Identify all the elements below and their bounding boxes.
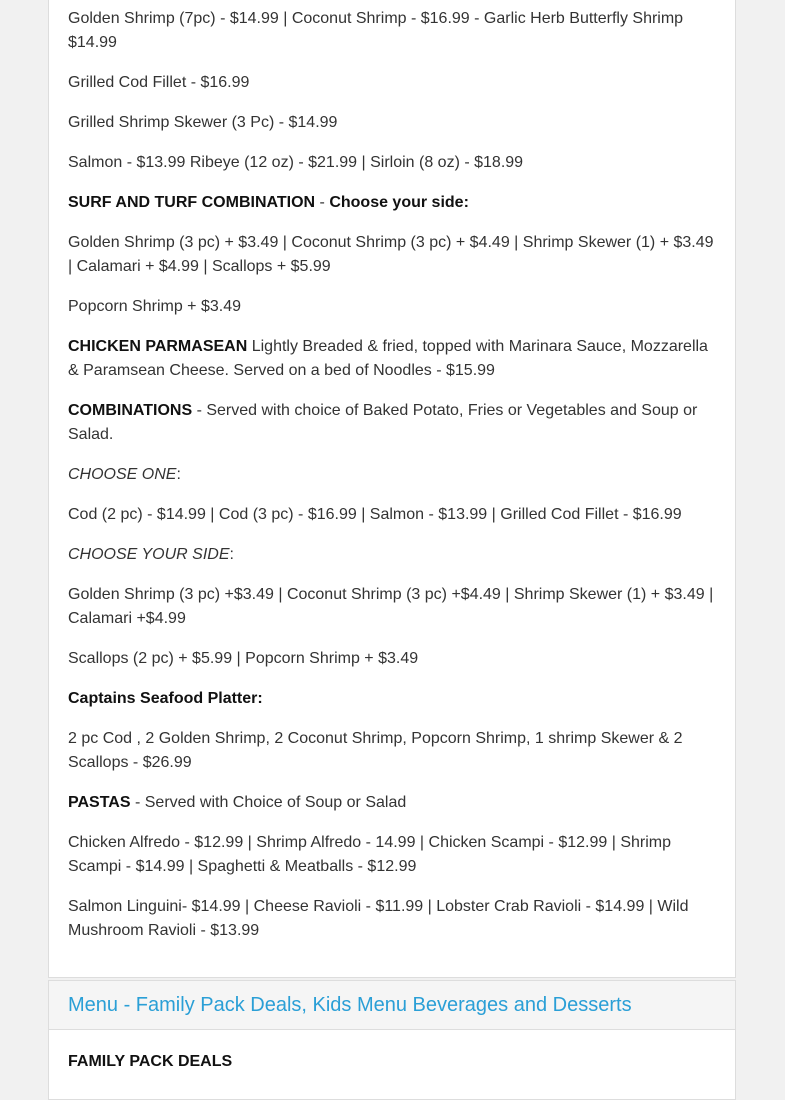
combination-sides-list: Golden Shrimp (3 pc) +$3.49 | Coconut Shrimp (3 pc) +$4.49 | Shrimp Skewer (1) + $3.49 | Calamari +$4.99 xyxy=(68,586,714,627)
seafood-platter-title xyxy=(68,687,718,711)
pasta-list-1: Chicken Alfredo - $12.99 | Shrimp Alfredo - 14.99 | Chicken Scampi - $12.99 | Shrimp Scampi - $14.99 | Spaghetti & Meatballs - $12.99 xyxy=(68,834,671,875)
choose-one-label xyxy=(68,463,718,487)
chicken-parmesan-title: CHICKEN PARMASEAN xyxy=(68,338,248,355)
pastas-item xyxy=(68,791,718,815)
choose-one-text: CHOOSE ONE xyxy=(68,466,177,483)
pastas-desc: - Served with Choice of Soup or Salad xyxy=(130,794,407,811)
surf-side-popcorn: Popcorn Shrimp + $3.49 xyxy=(68,298,241,315)
choose-side-text: CHOOSE YOUR SIDE xyxy=(68,546,230,563)
seafood-platter-title-text: Captains Seafood Platter: xyxy=(68,690,263,707)
combinations-item xyxy=(68,399,718,447)
choose-side-label xyxy=(68,543,718,567)
chicken-parmesan-desc: Lightly Breaded & fried, topped with Marinara Sauce, Mozzarella & Paramsean Cheese. Served on a bed of Noodles - $15.99 xyxy=(68,338,708,379)
family-pack-deals-title xyxy=(68,1050,718,1074)
combinations-title: COMBINATIONS xyxy=(68,402,193,419)
menu-item-shrimp-skewer: Grilled Shrimp Skewer (3 Pc) - $14.99 xyxy=(68,114,338,131)
surf-sides-list: Golden Shrimp (3 pc) + $3.49 | Coconut Shrimp (3 pc) + $4.49 | Shrimp Skewer (1) + $3.49 | Calamari + $4.99 | Scallops + $5.99 xyxy=(68,234,714,275)
menu-item-golden-shrimp: Golden Shrimp (7pc) - $14.99 | Coconut Shrimp - $16.99 - Garlic Herb Butterfly Shrimp $14.99 xyxy=(68,10,684,51)
menu-item-salmon-steak: Salmon - $13.99 Ribeye (12 oz) - $21.99 | Sirloin (8 oz) - $18.99 xyxy=(68,154,524,171)
surf-and-turf-title: SURF AND TURF COMBINATION xyxy=(68,194,316,211)
pastas-title: PASTAS xyxy=(68,794,131,811)
combination-options: Cod (2 pc) - $14.99 | Cod (3 pc) - $16.99 | Salmon - $13.99 | Grilled Cod Fillet - $16.99 xyxy=(68,506,682,523)
separator: - xyxy=(315,194,330,211)
surf-and-turf-heading xyxy=(68,191,718,215)
family-pack-panel-heading[interactable]: Menu - Family Pack Deals, Kids Menu Beverages and Desserts xyxy=(49,981,735,1030)
colon: : xyxy=(176,466,181,483)
pasta-list-2: Salmon Linguini- $14.99 | Cheese Ravioli - $11.99 | Lobster Crab Ravioli - $14.99 | Wild Mushroom Ravioli - $13.99 xyxy=(68,898,689,939)
chicken-parmesan-item xyxy=(68,335,718,383)
combination-sides-extra: Scallops (2 pc) + $5.99 | Popcorn Shrimp + $3.49 xyxy=(68,650,419,667)
family-pack-panel xyxy=(48,980,736,1100)
combinations-desc: - Served with choice of Baked Potato, Fries or Vegetables and Soup or Salad. xyxy=(68,402,698,443)
family-pack-deals-title-text: FAMILY PACK DEALS xyxy=(68,1053,233,1070)
menu-item-grilled-cod: Grilled Cod Fillet - $16.99 xyxy=(68,74,250,91)
seafood-platter-desc: 2 pc Cod , 2 Golden Shrimp, 2 Coconut Shrimp, Popcorn Shrimp, 1 shrimp Skewer & 2 Scallops - $26.99 xyxy=(68,730,683,771)
surf-and-turf-side: Choose your side: xyxy=(329,194,469,211)
colon: : xyxy=(229,546,234,563)
